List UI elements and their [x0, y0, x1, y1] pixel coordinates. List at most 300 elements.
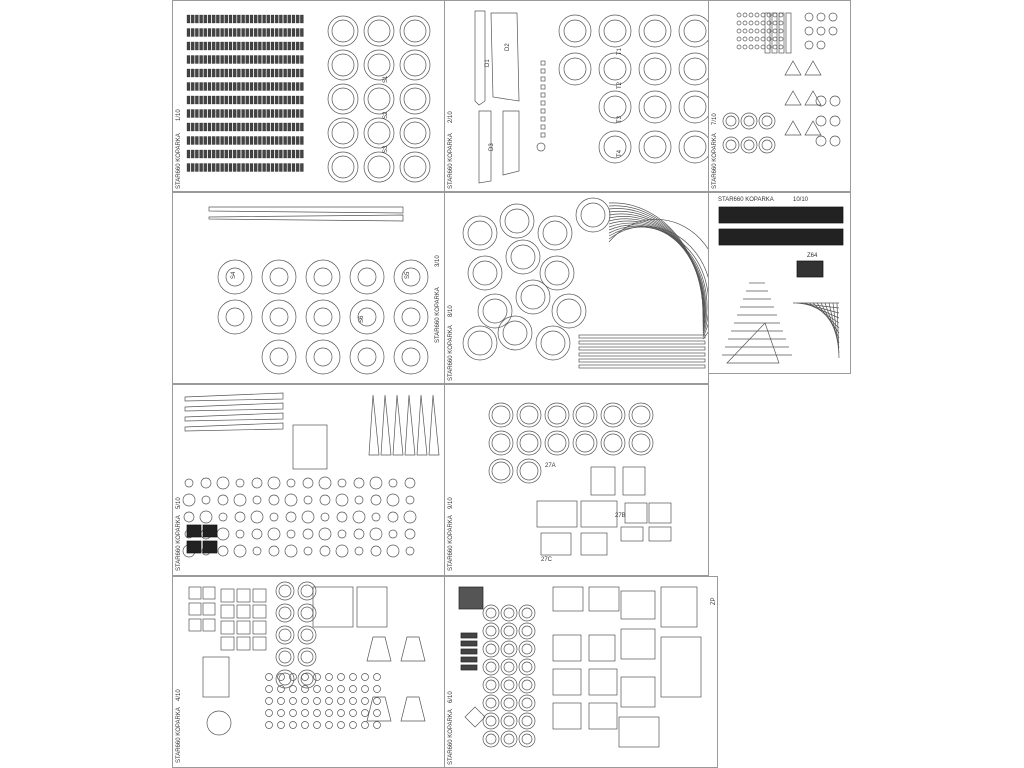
ring-part-inner [744, 140, 754, 150]
cab-panel [581, 501, 617, 527]
small-part [235, 512, 245, 522]
track-link [208, 164, 211, 172]
small-part [234, 494, 246, 506]
small-part [405, 478, 415, 488]
small-part [829, 13, 837, 21]
track-link [195, 15, 198, 23]
ring-part [364, 152, 394, 182]
track-link [258, 96, 261, 104]
small-part [338, 479, 346, 487]
track-link [300, 150, 303, 158]
track-link [242, 29, 245, 37]
track-link [258, 164, 261, 172]
track-link [292, 29, 295, 37]
sheet-8-parts [445, 385, 709, 576]
ring-part-inner [314, 268, 332, 286]
ring-part-inner [483, 299, 507, 323]
ring-part [545, 431, 569, 455]
small-part [302, 674, 309, 681]
track-link [246, 15, 249, 23]
track-link [254, 137, 257, 145]
ring-part [400, 50, 430, 80]
sheet-8 [444, 384, 709, 576]
sheet-7 [172, 384, 445, 576]
ring-part-inner [486, 716, 496, 726]
ring-part-inner [520, 462, 538, 480]
chassis-part [503, 111, 519, 175]
ring-part-inner [486, 734, 496, 744]
window-part [221, 637, 234, 650]
small-part [761, 45, 765, 49]
small-part [737, 45, 741, 49]
track-link [187, 69, 190, 77]
ring-part [501, 605, 517, 621]
track-link [267, 56, 270, 64]
small-part [326, 686, 333, 693]
track-link [187, 137, 190, 145]
track-link [254, 110, 257, 118]
track-link [237, 150, 240, 158]
track-link [300, 69, 303, 77]
ring-part [394, 340, 428, 374]
ring-part-inner [541, 331, 565, 355]
track-link [292, 164, 295, 172]
sheet-2-parts [445, 1, 709, 192]
sheet-1-part-label: S3 [383, 145, 389, 153]
ring-part-inner [279, 673, 291, 685]
track-link [267, 42, 270, 50]
small-part [350, 710, 357, 717]
track-link [284, 96, 287, 104]
black-panel [797, 261, 823, 277]
track-link [246, 110, 249, 118]
ring-part [519, 605, 535, 621]
track-link [246, 69, 249, 77]
small-part [767, 45, 771, 49]
ring-part-inner [368, 156, 390, 178]
ring-part-inner [520, 406, 538, 424]
ring-part-inner [402, 308, 420, 326]
track-link [216, 150, 219, 158]
sheet-10-parts [445, 577, 718, 768]
ring-part-inner [762, 116, 772, 126]
small-dark-part [461, 641, 477, 646]
small-part [805, 41, 813, 49]
small-part [314, 698, 321, 705]
track-link [225, 56, 228, 64]
track-link [250, 110, 253, 118]
track-link [271, 137, 274, 145]
ring-part-inner [301, 585, 313, 597]
track-link [288, 69, 291, 77]
small-part [354, 478, 364, 488]
track-link [271, 110, 274, 118]
track-link [250, 69, 253, 77]
ring-part [723, 137, 739, 153]
track-link [275, 96, 278, 104]
small-part [278, 686, 285, 693]
track-link [246, 123, 249, 131]
track-link [208, 96, 211, 104]
sheet-4-part-label: S5 [405, 271, 411, 279]
track-link [288, 42, 291, 50]
ring-part-inner [604, 58, 626, 80]
small-part [541, 133, 545, 137]
ring-part-inner [543, 221, 567, 245]
sheet-2-part-label: T3 [617, 115, 623, 123]
small-part [370, 528, 382, 540]
track-link [246, 96, 249, 104]
track-link [191, 137, 194, 145]
arm-part [185, 393, 283, 401]
track-link [254, 96, 257, 104]
ring-part [262, 300, 296, 334]
track-link [204, 137, 207, 145]
small-part [286, 512, 296, 522]
track-link [187, 123, 190, 131]
track-link [296, 110, 299, 118]
ring-part-inner [504, 644, 514, 654]
track-link [195, 56, 198, 64]
grille-part [459, 587, 483, 609]
track-link [250, 150, 253, 158]
track-link [275, 15, 278, 23]
small-part [355, 547, 363, 555]
track-link [204, 69, 207, 77]
ring-part-inner [604, 406, 622, 424]
ring-part [759, 137, 775, 153]
ring-part [328, 118, 358, 148]
ring-part-inner [314, 348, 332, 366]
ring-part [262, 340, 296, 374]
track-link [237, 110, 240, 118]
track-link [233, 137, 236, 145]
small-part [236, 479, 244, 487]
cab-panel [625, 503, 647, 523]
sheet-1-part-label: S2 [383, 111, 389, 119]
sheet-2-part-label: D1 [485, 59, 491, 67]
ring-part-inner [545, 261, 569, 285]
track-link [191, 164, 194, 172]
ring-part-inner [564, 58, 586, 80]
track-link [284, 42, 287, 50]
track-link [221, 123, 224, 131]
track-link [200, 150, 203, 158]
track-link [258, 29, 261, 37]
small-part [285, 545, 297, 557]
ring-part [629, 403, 653, 427]
small-part [374, 722, 381, 729]
track-link [254, 164, 257, 172]
small-part [773, 37, 777, 41]
sheet-3-parts [709, 1, 851, 192]
ring-part [364, 50, 394, 80]
sheet-1-part-label: S1 [383, 75, 389, 83]
track-link [258, 137, 261, 145]
track-link [195, 123, 198, 131]
ring-part-inner [314, 308, 332, 326]
rod-part [579, 365, 705, 368]
ring-part-inner [548, 434, 566, 452]
sheet-8-part-label: 27C [541, 557, 553, 563]
track-link [279, 137, 282, 145]
track-link [250, 123, 253, 131]
sheet-1-title: STAR660 KOPARKA [176, 133, 182, 189]
ring-part-inner [492, 406, 510, 424]
track-link [296, 96, 299, 104]
track-link [267, 110, 270, 118]
large-ring [207, 711, 231, 735]
ring-part-inner [279, 651, 291, 663]
small-part [338, 686, 345, 693]
ring-part [629, 431, 653, 455]
small-part [779, 29, 783, 33]
track-link [204, 42, 207, 50]
small-part [362, 722, 369, 729]
sheet-7-title: STAR660 KOPARKA [176, 515, 182, 571]
track-link [195, 110, 198, 118]
small-part [749, 29, 753, 33]
small-part [269, 546, 279, 556]
cab-panel [581, 533, 607, 555]
ring-part-inner [522, 626, 532, 636]
cab-panel [661, 587, 697, 627]
sheet-6-title: STAR660 KOPARKA [718, 197, 774, 203]
track-link [254, 150, 257, 158]
small-part [268, 477, 280, 489]
ring-part-inner [644, 136, 666, 158]
small-part [761, 37, 765, 41]
small-part [218, 546, 228, 556]
small-part [541, 93, 545, 97]
track-link [216, 137, 219, 145]
window-part [237, 589, 250, 602]
cab-panel [591, 467, 615, 495]
curved-strip [609, 223, 705, 329]
ring-part [350, 260, 384, 294]
small-part [779, 13, 783, 17]
track-link [254, 29, 257, 37]
small-part [326, 674, 333, 681]
track-link [204, 83, 207, 91]
track-link [225, 137, 228, 145]
small-part [285, 494, 297, 506]
small-part [541, 117, 545, 121]
track-link [258, 56, 261, 64]
track-link [204, 164, 207, 172]
ring-part [519, 623, 535, 639]
track-link [221, 56, 224, 64]
track-link [300, 83, 303, 91]
track-link [191, 123, 194, 131]
track-link [233, 69, 236, 77]
track-link [208, 29, 211, 37]
ring-part-inner [332, 122, 354, 144]
window-part [253, 605, 266, 618]
cab-panel [553, 669, 581, 695]
ring-part [400, 16, 430, 46]
track-link [191, 110, 194, 118]
window-part [203, 587, 215, 599]
track-link [221, 69, 224, 77]
small-part [336, 545, 348, 557]
window-part [237, 605, 250, 618]
ring-part-inner [548, 406, 566, 424]
small-part [749, 37, 753, 41]
ring-part-inner [270, 308, 288, 326]
small-part [290, 686, 297, 693]
track-link [208, 15, 211, 23]
small-part [290, 710, 297, 717]
track-link [216, 15, 219, 23]
curved-strip [609, 227, 709, 337]
track-link [275, 29, 278, 37]
track-link [288, 96, 291, 104]
curved-strip [609, 221, 704, 327]
small-part [362, 686, 369, 693]
track-link [195, 137, 198, 145]
track-belt [719, 229, 843, 245]
sheet-10-part-label: ZP [711, 597, 717, 605]
track-link [292, 110, 295, 118]
track-link [233, 150, 236, 158]
small-part [326, 722, 333, 729]
small-part [314, 686, 321, 693]
track-link [233, 110, 236, 118]
small-part [537, 143, 545, 151]
track-link [250, 42, 253, 50]
track-link [275, 110, 278, 118]
ring-part-inner [726, 140, 736, 150]
rod-part [579, 335, 705, 338]
small-part [278, 722, 285, 729]
sheet-2-part-label: D2 [505, 43, 511, 51]
track-link [187, 164, 190, 172]
small-part [406, 547, 414, 555]
cab-frame [203, 657, 229, 697]
ring-part-inner [270, 268, 288, 286]
track-link [221, 150, 224, 158]
track-link [267, 15, 270, 23]
ring-part-inner [564, 20, 586, 42]
small-part [336, 494, 348, 506]
track-link [284, 110, 287, 118]
track-link [288, 150, 291, 158]
track-link [271, 69, 274, 77]
small-part [749, 21, 753, 25]
track-link [300, 96, 303, 104]
blade-part [417, 395, 427, 455]
window-part [237, 637, 250, 650]
track-link [212, 164, 215, 172]
cab-panel [621, 527, 643, 541]
track-link [221, 83, 224, 91]
small-part [830, 96, 840, 106]
track-link [216, 83, 219, 91]
ring-part-inner [522, 608, 532, 618]
small-part [236, 530, 244, 538]
ring-part-inner [504, 626, 514, 636]
ring-part-inner [486, 608, 496, 618]
track-link [225, 110, 228, 118]
track-link [279, 96, 282, 104]
track-link [212, 137, 215, 145]
ring-part-inner [504, 662, 514, 672]
ring-part-inner [279, 629, 291, 641]
small-part [370, 477, 382, 489]
track-link [200, 83, 203, 91]
ring-part [517, 403, 541, 427]
track-link [221, 164, 224, 172]
track-link [237, 56, 240, 64]
track-link [250, 15, 253, 23]
ring-part-inner [684, 136, 706, 158]
track-link [263, 96, 266, 104]
ring-part-inner [604, 20, 626, 42]
small-part [219, 513, 227, 521]
small-part [362, 698, 369, 705]
small-part [743, 37, 747, 41]
track-link [221, 15, 224, 23]
chassis-part [491, 13, 519, 101]
small-part [389, 479, 397, 487]
ring-part-inner [486, 644, 496, 654]
panel-part [293, 425, 327, 469]
ring-part-inner [404, 122, 426, 144]
track-link [204, 15, 207, 23]
track-link [292, 96, 295, 104]
track-link [284, 56, 287, 64]
track-link [246, 137, 249, 145]
track-link [216, 56, 219, 64]
arm-part [185, 403, 283, 411]
track-link [246, 83, 249, 91]
track-link [229, 150, 232, 158]
track-link [284, 29, 287, 37]
track-link [208, 56, 211, 64]
curved-strip [609, 225, 706, 331]
small-part [773, 45, 777, 49]
cab-panel [537, 501, 577, 527]
ring-part-inner [726, 116, 736, 126]
track-link [225, 29, 228, 37]
track-link [275, 42, 278, 50]
track-link [288, 15, 291, 23]
track-link [275, 164, 278, 172]
ring-part-inner [301, 673, 313, 685]
ring-part [545, 403, 569, 427]
ring-part [483, 695, 499, 711]
track-link [300, 110, 303, 118]
cab-panel [589, 635, 615, 661]
track-link [263, 42, 266, 50]
strip-part [786, 13, 791, 53]
track-link [292, 42, 295, 50]
track-link [275, 123, 278, 131]
small-part [200, 511, 212, 523]
track-link [296, 15, 299, 23]
ring-part [364, 84, 394, 114]
small-part [374, 698, 381, 705]
wedge-part [785, 121, 801, 135]
small-part [805, 13, 813, 21]
ring-part-inner [332, 156, 354, 178]
curved-strip [609, 219, 709, 339]
track-link [187, 150, 190, 158]
track-link [296, 29, 299, 37]
cab-panel [589, 587, 619, 611]
small-dark-part [461, 649, 477, 654]
